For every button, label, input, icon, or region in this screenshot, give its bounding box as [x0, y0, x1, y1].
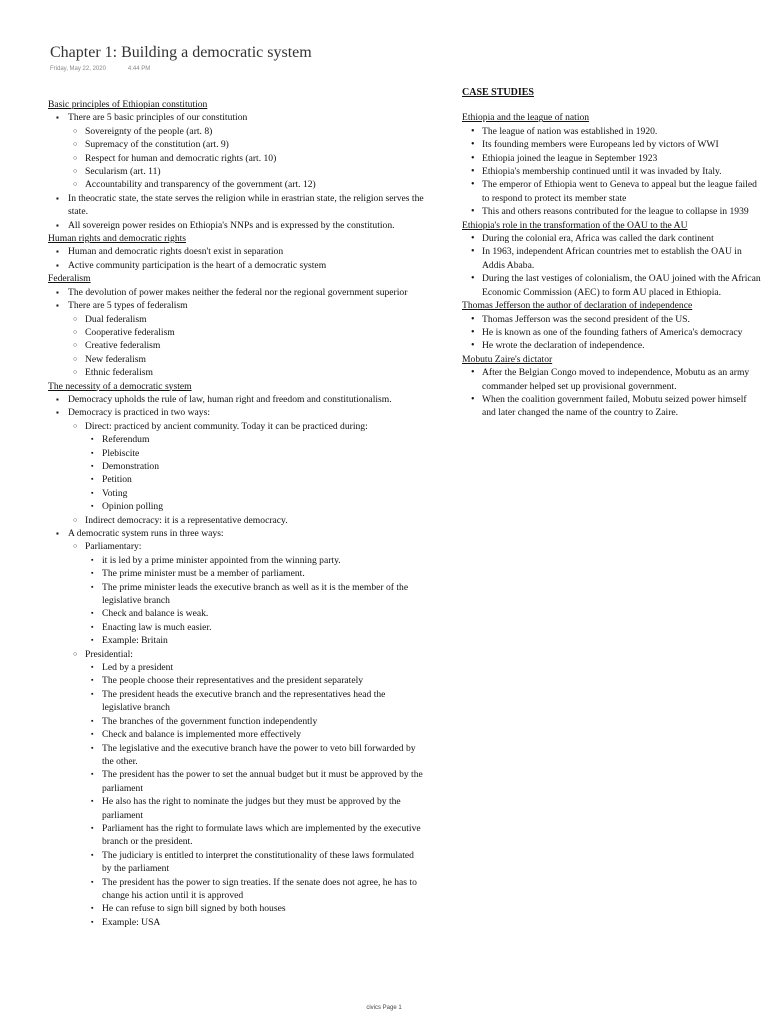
list-item-text: it is led by a prime minister appointed from the winning party. — [102, 554, 341, 566]
list-item — [102, 621, 425, 634]
list-item — [85, 125, 425, 138]
list-item-text: Example: USA — [102, 916, 161, 928]
bullet-list — [48, 286, 425, 380]
list-item-text: All sovereign power resides on Ethiopia's NNPs and is expressed by the constitution. — [68, 219, 395, 231]
list-item-text: After the Belgian Congo moved to independence, Mobutu as an army commander helped set up provisional government. — [482, 367, 750, 392]
list-item — [102, 634, 425, 647]
list-item — [102, 607, 425, 620]
list-item — [85, 339, 425, 352]
bullet-list — [462, 313, 762, 353]
list-item-text: Dual federalism — [85, 313, 147, 325]
list-item — [102, 581, 425, 608]
list-item-text: Sovereignty of the people (art. 8) — [85, 125, 213, 137]
list-item — [102, 715, 425, 728]
list-item — [85, 514, 425, 527]
list-item-text: The judiciary is entitled to interpret the constitutionality of these laws formulated by the parliament — [102, 849, 414, 875]
list-item-text: There are 5 basic principles of our constitution — [68, 112, 248, 124]
list-item — [482, 232, 762, 245]
list-item-text: Indirect democracy: it is a representative democracy. — [85, 514, 288, 526]
list-item — [102, 768, 425, 795]
list-item — [482, 326, 762, 339]
list-item-text: When the coalition government failed, Mobutu seized power himself and later changed the name of the country to Zaire. — [482, 393, 747, 419]
list-item-text: New federalism — [85, 353, 147, 365]
list-item-text: Human and democratic rights doesn't exist in separation — [68, 246, 284, 258]
bullet-list — [85, 433, 425, 513]
list-item-text: Petition — [102, 474, 132, 486]
list-item — [482, 272, 762, 299]
list-item-text: In 1963, independent African countries met to establish the OAU in Addis Ababa. — [482, 246, 742, 271]
list-item — [482, 205, 762, 218]
list-item — [102, 849, 425, 876]
list-item — [68, 406, 425, 527]
list-item-text: There are 5 types of federalism — [68, 300, 188, 312]
list-item — [85, 326, 425, 339]
list-item — [482, 393, 762, 420]
list-item — [482, 366, 762, 393]
list-item — [482, 152, 762, 165]
list-item-text: Check and balance is implemented more effectively — [102, 729, 302, 741]
list-item-text: Democracy upholds the rule of law, human right and freedom and constitutionalism. — [68, 393, 392, 405]
list-item-text: The league of nation was established in 1920. — [482, 125, 658, 137]
section-heading: Ethiopia and the league of nation — [462, 112, 590, 124]
section-heading: Ethiopia's role in the transformation of the OAU to the AU — [462, 219, 688, 231]
list-item — [68, 299, 425, 379]
list-item — [482, 138, 762, 151]
list-item-text: The people choose their representatives and the president separately — [102, 675, 364, 687]
list-item-text: Creative federalism — [85, 340, 161, 352]
list-item — [102, 473, 425, 486]
list-item-text: Example: Britain — [102, 635, 168, 647]
notes-left-column — [48, 98, 425, 929]
list-item-text: The emperor of Ethiopia went to Geneva to appeal but the league failed to respond to protect its member state — [482, 179, 757, 204]
list-item-text: Demonstration — [102, 460, 160, 472]
list-item-text: He is known as one of the founding fathers of America's democracy — [482, 326, 743, 338]
list-item-text: During the colonial era, Africa was called the dark continent — [482, 233, 714, 245]
list-item — [102, 674, 425, 687]
list-item-text: Ethnic federalism — [85, 367, 153, 379]
list-item-text: He can refuse to sign bill signed by both houses — [102, 903, 286, 915]
list-item — [85, 313, 425, 326]
list-item — [102, 661, 425, 674]
list-item-text: Enacting law is much easier. — [102, 621, 212, 633]
list-item — [102, 728, 425, 741]
list-item — [102, 742, 425, 769]
list-item-text: He wrote the declaration of independence. — [482, 340, 645, 352]
list-item — [482, 245, 762, 272]
list-item-text: Direct: practiced by ancient community. Today it can be practiced during: — [85, 420, 368, 432]
list-item-text: Democracy is practiced in two ways: — [68, 407, 210, 419]
list-item — [102, 460, 425, 473]
list-item — [102, 487, 425, 500]
list-item-text: The president heads the executive branch and the representatives head the legislative branch — [102, 688, 386, 714]
list-item — [85, 353, 425, 366]
section-heading: Thomas Jefferson the author of declaration of independence — [462, 300, 693, 312]
list-item-text: Presidential: — [85, 648, 133, 660]
bullet-list — [48, 393, 425, 929]
bullet-list — [85, 661, 425, 929]
section-heading: Human rights and democratic rights — [48, 233, 187, 245]
list-item-text: Referendum — [102, 434, 150, 446]
list-item-text: The prime minister leads the executive branch as well as it is the member of the legislative branch — [102, 581, 409, 607]
list-item — [68, 111, 425, 191]
list-item — [102, 902, 425, 915]
page-footer: civics Page 1 — [366, 1005, 402, 1011]
bullet-list — [48, 245, 425, 272]
list-item — [85, 366, 425, 379]
list-item — [85, 648, 425, 930]
list-item-text: The legislative and the executive branch have the power to veto bill forwarded by the other. — [102, 742, 416, 767]
list-item — [102, 500, 425, 513]
bullet-list — [462, 125, 762, 219]
list-item — [85, 420, 425, 514]
list-item — [85, 165, 425, 178]
list-item — [102, 876, 425, 903]
list-item — [85, 152, 425, 165]
list-item — [102, 916, 425, 929]
list-item-text: Its founding members were Europeans led by victors of WWI — [482, 139, 719, 151]
list-item — [482, 165, 762, 178]
list-item-text: The devolution of power makes neither the federal nor the regional government superior — [68, 286, 408, 298]
page-date: Friday, May 22, 2020 — [50, 66, 106, 72]
list-item-text: The prime minister must be a member of parliament. — [102, 568, 305, 580]
section-heading: The necessity of a democratic system — [48, 380, 192, 392]
list-item-text: Ethiopia's membership continued until it was invaded by Italy. — [482, 166, 722, 178]
list-item-text: Voting — [102, 487, 128, 499]
bullet-list — [48, 111, 425, 232]
list-item-text: Parliamentary: — [85, 541, 142, 553]
list-item-text: Active community participation is the heart of a democratic system — [68, 259, 327, 271]
list-item-text: Plebiscite — [102, 447, 140, 459]
case-studies-title: CASE STUDIES — [462, 87, 534, 98]
page-title: Chapter 1: Building a democratic system — [50, 44, 312, 61]
list-item — [85, 178, 425, 191]
list-item-text: Secularism (art. 11) — [85, 166, 161, 178]
list-item — [482, 178, 762, 205]
section-heading: Mobutu Zaire's dictator — [462, 353, 553, 365]
list-item-text: A democratic system runs in three ways: — [68, 528, 224, 539]
list-item — [68, 192, 425, 219]
list-item — [102, 795, 425, 822]
list-item-text: In theocratic state, the state serves the religion while in erastrian state, the religion serves the state. — [68, 192, 424, 218]
list-item — [102, 567, 425, 580]
section-heading: Basic principles of Ethiopian constitution — [48, 99, 208, 110]
list-item-text: Led by a president — [102, 662, 174, 674]
list-item — [102, 822, 425, 849]
page-time: 4:44 PM — [127, 66, 151, 72]
list-item — [102, 688, 425, 715]
bullet-list — [68, 540, 425, 929]
list-item — [85, 540, 425, 647]
list-item-text: Supremacy of the constitution (art. 9) — [85, 139, 229, 151]
list-item — [482, 125, 762, 138]
list-item — [102, 554, 425, 567]
list-item-text: The president has the power to set the annual budget but it must be approved by the parliament — [102, 769, 423, 794]
list-item — [68, 245, 425, 258]
list-item-text: Check and balance is weak. — [102, 608, 209, 620]
list-item-text: Respect for human and democratic rights (art. 10) — [85, 152, 277, 164]
bullet-list — [68, 313, 425, 380]
list-item-text: Thomas Jefferson was the second president of the US. — [482, 313, 690, 325]
list-item — [482, 339, 762, 352]
list-item-text: Cooperative federalism — [85, 326, 175, 338]
list-item — [68, 286, 425, 299]
list-item-text: Accountability and transparency of the government (art. 12) — [85, 179, 316, 191]
list-item — [68, 393, 425, 406]
bullet-list — [462, 366, 762, 420]
list-item-text: He also has the right to nominate the judges but they must be approved by the parliament — [102, 796, 401, 821]
list-item-text: Ethiopia joined the league in September 1923 — [482, 152, 658, 164]
list-item — [68, 259, 425, 272]
section-heading: Federalism — [48, 273, 91, 285]
list-item — [68, 219, 425, 232]
list-item — [102, 447, 425, 460]
list-item-text: Parliament has the right to formulate laws which are implemented by the executive branch or the president. — [102, 822, 421, 848]
list-item — [102, 433, 425, 446]
list-item-text: During the last vestiges of colonialism, the OAU joined with the African Economic Commission (AEC) to form AU placed in Ethiopia. — [482, 273, 761, 298]
bullet-list — [85, 554, 425, 648]
bullet-list — [462, 232, 762, 299]
bullet-list — [68, 420, 425, 527]
page-timestamp — [50, 66, 150, 72]
list-item-text: The branches of the government function independently — [102, 715, 318, 727]
list-item — [68, 527, 425, 929]
list-item-text: The president has the power to sign treaties. If the senate does not agree, he has to change his action until it is approved — [102, 876, 417, 901]
bullet-list — [68, 125, 425, 192]
list-item-text: This and others reasons contributed for the league to collapse in 1939 — [482, 206, 749, 218]
list-item-text: Opinion polling — [102, 501, 164, 513]
notes-right-column — [462, 86, 762, 420]
list-item — [85, 138, 425, 151]
list-item — [482, 313, 762, 326]
